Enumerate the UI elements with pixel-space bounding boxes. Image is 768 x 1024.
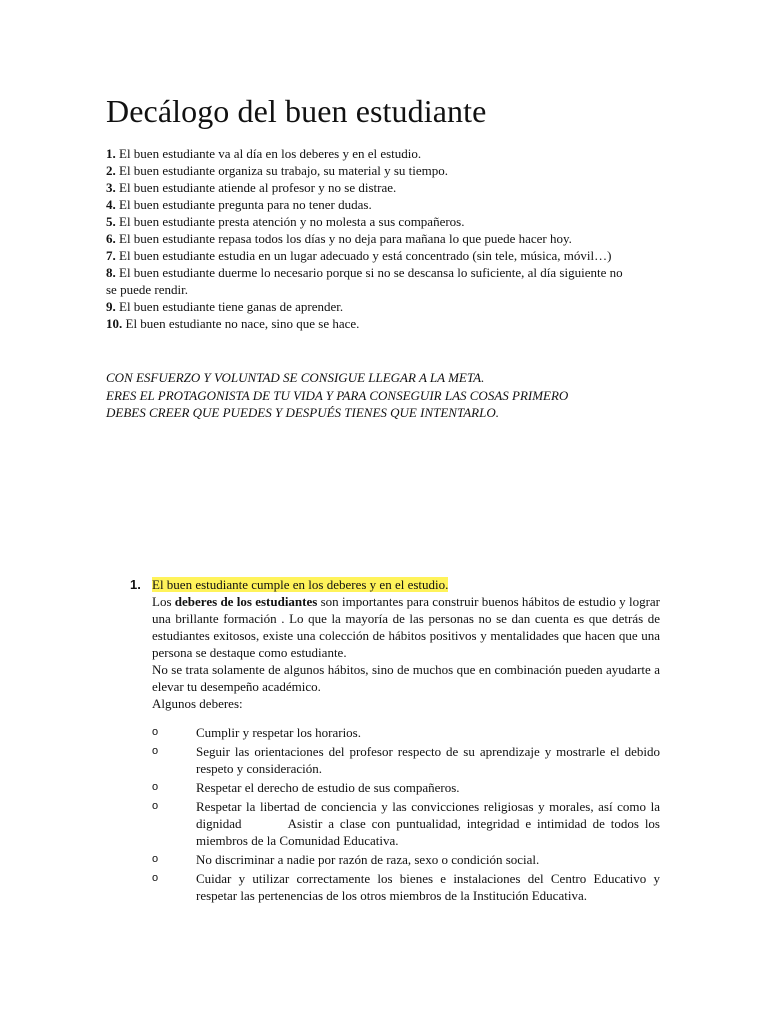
- bullet-icon: o: [152, 726, 159, 738]
- decalogue-item: 9. El buen estudiante tiene ganas de aprender.: [106, 299, 344, 314]
- decalogue-item: 3. El buen estudiante atiende al profesor y no se distrae.: [106, 180, 397, 195]
- decalogue-item: 7. El buen estudiante estudia en un lugar adecuado y está concentrado (sin tele, música, móvil…): [106, 248, 612, 263]
- paragraph: Los deberes de los estudiantes son importantes para construir buenos hábitos de estudio y lograr una brillante formación . Lo que la mayoría de las personas no se dan cuenta es que detrás de estudiantes exitosos, existe una colección de hábitos positivos y mentalidades que hacen que una persona se destaque como estudiante.: [152, 594, 661, 660]
- decalogue-item: 10. El buen estudiante no nace, sino que se hace.: [106, 316, 360, 331]
- decalogue-item: 1. El buen estudiante va al día en los deberes y en el estudio.: [106, 146, 422, 161]
- list-item: o Cumplir y respetar los horarios.: [152, 725, 361, 740]
- list-item: o Cuidar y utilizar correctamente los bienes e instalaciones del Centro Educativo y respetar las pertenencias de los otros miembros de la Institución Educativa.: [152, 871, 660, 903]
- list-item: o No discriminar a nadie por razón de raza, sexo o condición social.: [152, 852, 540, 867]
- list-item: o Respetar el derecho de estudio de sus compañeros.: [152, 780, 460, 795]
- motto-line: ERES EL PROTAGONISTA DE TU VIDA Y PARA CONSEGUIR LAS COSAS PRIMERO: [106, 387, 569, 403]
- bullet-icon: o: [152, 781, 159, 793]
- bullet-icon: o: [152, 745, 159, 757]
- motto-block: [106, 369, 666, 422]
- bullet-icon: o: [152, 872, 159, 884]
- decalogue-list: [106, 145, 626, 332]
- document-title: Decálogo del buen estudiante: [106, 93, 487, 129]
- bold-phrase: deberes de los estudiantes: [174, 594, 318, 609]
- section-body: [130, 593, 660, 712]
- bullet-icon: o: [152, 800, 159, 812]
- list-item: o Respetar la libertad de conciencia y las convicciones religiosas y morales, así como la dignidad Asistir a clase con puntualidad, integridad e intimidad de todos los miembros de la Comunidad Educativa.: [152, 799, 664, 848]
- decalogue-item: 5. El buen estudiante presta atención y no molesta a sus compañeros.: [106, 214, 465, 229]
- paragraph: Algunos deberes:: [152, 696, 243, 711]
- motto-line: CON ESFUERZO Y VOLUNTAD SE CONSIGUE LLEGAR A LA META.: [106, 370, 485, 385]
- bullet-icon: o: [152, 853, 159, 865]
- section-heading: [130, 576, 660, 593]
- list-item: o Seguir las orientaciones del profesor respecto de su aprendizaje y mostrarle el debido respeto y consideración.: [152, 744, 660, 776]
- duties-list: [130, 724, 664, 904]
- section-number: 1.: [130, 577, 141, 592]
- paragraph: No se trata solamente de algunos hábitos, sino de muchos que en combinación pueden ayudarte a elevar tu desempeño académico.: [152, 662, 660, 694]
- decalogue-item: 8. El buen estudiante duerme lo necesario porque si no se descansa lo suficiente, al día siguiente no se puede rendir.: [106, 265, 623, 297]
- section-1: [130, 576, 664, 906]
- decalogue-item: 6. El buen estudiante repasa todos los días y no deja para mañana lo que puede hacer hoy.: [106, 231, 572, 246]
- motto-line: DEBES CREER QUE PUEDES Y DESPUÉS TIENES QUE INTENTARLO.: [106, 405, 499, 420]
- decalogue-item: 2. El buen estudiante organiza su trabajo, su material y su tiempo.: [106, 163, 449, 178]
- highlighted-heading: El buen estudiante cumple en los deberes y en el estudio.: [152, 577, 449, 592]
- decalogue-item: 4. El buen estudiante pregunta para no tener dudas.: [106, 197, 372, 212]
